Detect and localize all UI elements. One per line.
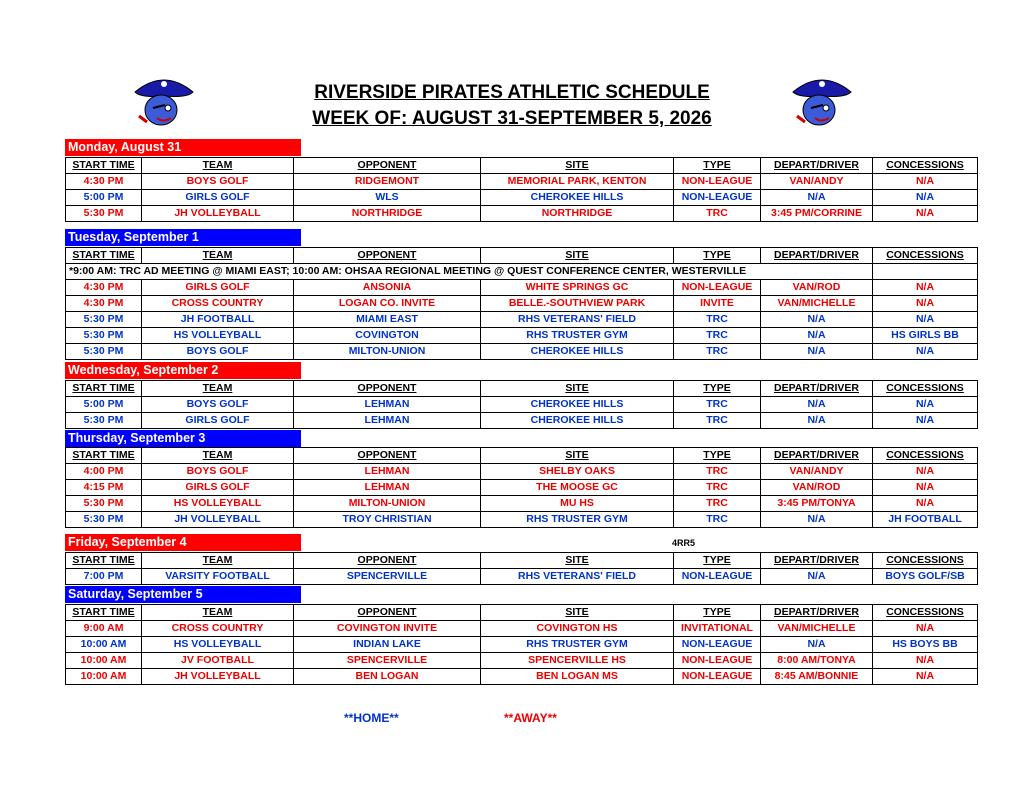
column-header: CONCESSIONS [873, 158, 978, 174]
team-cell: BOYS GOLF [142, 174, 294, 190]
depart-driver-cell: 8:00 AM/TONYA [761, 653, 873, 669]
opponent-cell: INDIAN LAKE [294, 637, 481, 653]
team-cell: BOYS GOLF [142, 344, 294, 360]
start-time-cell: 10:00 AM [66, 637, 142, 653]
table-row [66, 621, 978, 637]
column-header: CONCESSIONS [873, 553, 978, 569]
site-cell: BEN LOGAN MS [481, 669, 674, 685]
team-cell: GIRLS GOLF [142, 413, 294, 429]
site-cell: CHEROKEE HILLS [481, 397, 674, 413]
start-time-cell: 5:30 PM [66, 413, 142, 429]
start-time-cell: 9:00 AM [66, 621, 142, 637]
team-cell: BOYS GOLF [142, 397, 294, 413]
opponent-cell: BEN LOGAN [294, 669, 481, 685]
concessions-cell: N/A [873, 653, 978, 669]
site-cell: SHELBY OAKS [481, 464, 674, 480]
type-cell: TRC [674, 496, 761, 512]
column-header: DEPART/DRIVER [761, 248, 873, 264]
depart-driver-cell: N/A [761, 512, 873, 528]
team-cell: HS VOLLEYBALL [142, 637, 294, 653]
empty-cell [873, 264, 978, 280]
table-row [66, 496, 978, 512]
start-time-cell: 4:00 PM [66, 464, 142, 480]
type-cell: TRC [674, 413, 761, 429]
table-row [66, 344, 978, 360]
table-row [66, 653, 978, 669]
site-cell: CHEROKEE HILLS [481, 344, 674, 360]
depart-driver-cell: VAN/ROD [761, 280, 873, 296]
team-cell: CROSS COUNTRY [142, 621, 294, 637]
table-row [66, 669, 978, 685]
schedule-title: RIVERSIDE PIRATES ATHLETIC SCHEDULE [314, 82, 710, 103]
legend-away: **AWAY** [504, 711, 557, 725]
start-time-cell: 7:00 PM [66, 569, 142, 585]
concessions-cell: N/A [873, 344, 978, 360]
column-header: DEPART/DRIVER [761, 448, 873, 464]
opponent-cell: COVINGTON INVITE [294, 621, 481, 637]
table-row [66, 480, 978, 496]
concessions-cell: JH FOOTBALL [873, 512, 978, 528]
table-row [66, 512, 978, 528]
column-header: SITE [481, 381, 674, 397]
start-time-cell: 5:00 PM [66, 397, 142, 413]
type-cell: TRC [674, 206, 761, 222]
team-cell: BOYS GOLF [142, 464, 294, 480]
type-cell: INVITATIONAL [674, 621, 761, 637]
start-time-cell: 4:30 PM [66, 296, 142, 312]
team-cell: VARSITY FOOTBALL [142, 569, 294, 585]
start-time-cell: 5:30 PM [66, 344, 142, 360]
column-header: OPPONENT [294, 553, 481, 569]
column-header: TYPE [674, 553, 761, 569]
type-cell: NON-LEAGUE [674, 190, 761, 206]
site-cell: SPENCERVILLE HS [481, 653, 674, 669]
type-cell: TRC [674, 464, 761, 480]
meeting-note: *9:00 AM: TRC AD MEETING @ MIAMI EAST; 10:00 AM: OHSAA REGIONAL MEETING @ QUEST CONFERENCE CENTER, WESTERVILLE [66, 264, 873, 280]
opponent-cell: WLS [294, 190, 481, 206]
team-cell: JV FOOTBALL [142, 653, 294, 669]
column-header: OPPONENT [294, 448, 481, 464]
team-cell: JH VOLLEYBALL [142, 669, 294, 685]
team-cell: GIRLS GOLF [142, 190, 294, 206]
column-header: TYPE [674, 605, 761, 621]
column-header: TYPE [674, 448, 761, 464]
column-header: START TIME [66, 448, 142, 464]
opponent-cell: SPENCERVILLE [294, 569, 481, 585]
day-table [65, 447, 978, 528]
table-row [66, 296, 978, 312]
concessions-cell: N/A [873, 480, 978, 496]
type-cell: NON-LEAGUE [674, 174, 761, 190]
concessions-cell: N/A [873, 174, 978, 190]
start-time-cell: 10:00 AM [66, 669, 142, 685]
table-row [66, 397, 978, 413]
concessions-cell: N/A [873, 413, 978, 429]
team-cell: GIRLS GOLF [142, 280, 294, 296]
table-row [66, 569, 978, 585]
opponent-cell: LEHMAN [294, 413, 481, 429]
team-cell: HS VOLLEYBALL [142, 496, 294, 512]
day-table [65, 157, 978, 222]
opponent-cell: MIAMI EAST [294, 312, 481, 328]
start-time-cell: 4:30 PM [66, 174, 142, 190]
column-header: START TIME [66, 158, 142, 174]
depart-driver-cell: N/A [761, 344, 873, 360]
depart-driver-cell: N/A [761, 397, 873, 413]
site-cell: RHS TRUSTER GYM [481, 512, 674, 528]
column-header: START TIME [66, 605, 142, 621]
column-header-row [66, 248, 978, 264]
day-header: Thursday, September 3 [65, 430, 301, 447]
column-header: TEAM [142, 158, 294, 174]
team-cell: JH VOLLEYBALL [142, 206, 294, 222]
start-time-cell: 5:30 PM [66, 512, 142, 528]
column-header-row [66, 553, 978, 569]
table-row [66, 190, 978, 206]
day-table [65, 380, 978, 429]
friday-note: 4RR5 [672, 538, 696, 548]
opponent-cell: LEHMAN [294, 397, 481, 413]
opponent-cell: LOGAN CO. INVITE [294, 296, 481, 312]
start-time-cell: 4:30 PM [66, 280, 142, 296]
day-table [65, 604, 978, 685]
site-cell: CHEROKEE HILLS [481, 413, 674, 429]
type-cell: NON-LEAGUE [674, 669, 761, 685]
column-header: SITE [481, 248, 674, 264]
column-header: OPPONENT [294, 381, 481, 397]
start-time-cell: 5:30 PM [66, 328, 142, 344]
column-header: START TIME [66, 553, 142, 569]
column-header: START TIME [66, 248, 142, 264]
opponent-cell: ANSONIA [294, 280, 481, 296]
schedule-week: WEEK OF: AUGUST 31-SEPTEMBER 5, 2026 [312, 108, 712, 129]
concessions-cell: N/A [873, 280, 978, 296]
concessions-cell: BOYS GOLF/SB [873, 569, 978, 585]
concessions-cell: HS GIRLS BB [873, 328, 978, 344]
depart-driver-cell: 3:45 PM/TONYA [761, 496, 873, 512]
site-cell: NORTHRIDGE [481, 206, 674, 222]
column-header: TEAM [142, 248, 294, 264]
column-header: TEAM [142, 381, 294, 397]
day-table [65, 552, 978, 585]
opponent-cell: RIDGEMONT [294, 174, 481, 190]
column-header: OPPONENT [294, 158, 481, 174]
start-time-cell: 5:30 PM [66, 496, 142, 512]
depart-driver-cell: 3:45 PM/CORRINE [761, 206, 873, 222]
depart-driver-cell: N/A [761, 190, 873, 206]
column-header: DEPART/DRIVER [761, 381, 873, 397]
start-time-cell: 10:00 AM [66, 653, 142, 669]
type-cell: TRC [674, 397, 761, 413]
depart-driver-cell: VAN/MICHELLE [761, 621, 873, 637]
depart-driver-cell: VAN/ANDY [761, 174, 873, 190]
column-header: TEAM [142, 605, 294, 621]
team-cell: HS VOLLEYBALL [142, 328, 294, 344]
concessions-cell: N/A [873, 296, 978, 312]
opponent-cell: NORTHRIDGE [294, 206, 481, 222]
table-row [66, 328, 978, 344]
type-cell: NON-LEAGUE [674, 569, 761, 585]
column-header: CONCESSIONS [873, 381, 978, 397]
column-header-row [66, 448, 978, 464]
concessions-cell: N/A [873, 464, 978, 480]
site-cell: CHEROKEE HILLS [481, 190, 674, 206]
concessions-cell: N/A [873, 496, 978, 512]
depart-driver-cell: VAN/ANDY [761, 464, 873, 480]
table-row [66, 464, 978, 480]
day-header: Wednesday, September 2 [65, 362, 301, 379]
table-row [66, 206, 978, 222]
opponent-cell: LEHMAN [294, 480, 481, 496]
column-header: START TIME [66, 381, 142, 397]
column-header: SITE [481, 448, 674, 464]
depart-driver-cell: N/A [761, 328, 873, 344]
site-cell: COVINGTON HS [481, 621, 674, 637]
column-header: CONCESSIONS [873, 248, 978, 264]
column-header: TEAM [142, 448, 294, 464]
depart-driver-cell: 8:45 AM/BONNIE [761, 669, 873, 685]
type-cell: NON-LEAGUE [674, 653, 761, 669]
column-header: DEPART/DRIVER [761, 553, 873, 569]
concessions-cell: N/A [873, 206, 978, 222]
site-cell: BELLE.-SOUTHVIEW PARK [481, 296, 674, 312]
site-cell: MEMORIAL PARK, KENTON [481, 174, 674, 190]
opponent-cell: MILTON-UNION [294, 344, 481, 360]
table-row [66, 174, 978, 190]
column-header: TYPE [674, 381, 761, 397]
column-header: CONCESSIONS [873, 605, 978, 621]
column-header: SITE [481, 553, 674, 569]
column-header: SITE [481, 158, 674, 174]
concessions-cell: N/A [873, 621, 978, 637]
column-header: CONCESSIONS [873, 448, 978, 464]
table-row [66, 312, 978, 328]
type-cell: NON-LEAGUE [674, 280, 761, 296]
concessions-cell: N/A [873, 669, 978, 685]
start-time-cell: 5:30 PM [66, 312, 142, 328]
column-header-row [66, 158, 978, 174]
column-header: DEPART/DRIVER [761, 158, 873, 174]
type-cell: TRC [674, 328, 761, 344]
day-table [65, 247, 978, 360]
type-cell: NON-LEAGUE [674, 637, 761, 653]
column-header: TYPE [674, 248, 761, 264]
site-cell: RHS VETERANS' FIELD [481, 312, 674, 328]
depart-driver-cell: N/A [761, 569, 873, 585]
column-header: OPPONENT [294, 248, 481, 264]
note-row [66, 264, 978, 280]
table-row [66, 280, 978, 296]
day-header: Saturday, September 5 [65, 586, 301, 603]
start-time-cell: 5:00 PM [66, 190, 142, 206]
opponent-cell: COVINGTON [294, 328, 481, 344]
column-header: OPPONENT [294, 605, 481, 621]
site-cell: THE MOOSE GC [481, 480, 674, 496]
depart-driver-cell: N/A [761, 637, 873, 653]
day-header: Tuesday, September 1 [65, 229, 301, 246]
team-cell: JH FOOTBALL [142, 312, 294, 328]
type-cell: TRC [674, 312, 761, 328]
type-cell: TRC [674, 344, 761, 360]
opponent-cell: MILTON-UNION [294, 496, 481, 512]
column-header: DEPART/DRIVER [761, 605, 873, 621]
opponent-cell: TROY CHRISTIAN [294, 512, 481, 528]
depart-driver-cell: N/A [761, 413, 873, 429]
concessions-cell: N/A [873, 397, 978, 413]
column-header-row [66, 605, 978, 621]
type-cell: TRC [674, 480, 761, 496]
day-header: Friday, September 4 [65, 534, 301, 551]
site-cell: WHITE SPRINGS GC [481, 280, 674, 296]
table-row [66, 637, 978, 653]
team-cell: GIRLS GOLF [142, 480, 294, 496]
opponent-cell: SPENCERVILLE [294, 653, 481, 669]
depart-driver-cell: N/A [761, 312, 873, 328]
concessions-cell: N/A [873, 312, 978, 328]
site-cell: RHS VETERANS' FIELD [481, 569, 674, 585]
type-cell: INVITE [674, 296, 761, 312]
depart-driver-cell: VAN/MICHELLE [761, 296, 873, 312]
concessions-cell: HS BOYS BB [873, 637, 978, 653]
column-header: TYPE [674, 158, 761, 174]
team-cell: JH VOLLEYBALL [142, 512, 294, 528]
column-header-row [66, 381, 978, 397]
concessions-cell: N/A [873, 190, 978, 206]
opponent-cell: LEHMAN [294, 464, 481, 480]
site-cell: MU HS [481, 496, 674, 512]
start-time-cell: 5:30 PM [66, 206, 142, 222]
column-header: TEAM [142, 553, 294, 569]
team-cell: CROSS COUNTRY [142, 296, 294, 312]
column-header: SITE [481, 605, 674, 621]
site-cell: RHS TRUSTER GYM [481, 328, 674, 344]
legend-home: **HOME** [344, 711, 399, 725]
type-cell: TRC [674, 512, 761, 528]
day-header: Monday, August 31 [65, 139, 301, 156]
start-time-cell: 4:15 PM [66, 480, 142, 496]
table-row [66, 413, 978, 429]
depart-driver-cell: VAN/ROD [761, 480, 873, 496]
site-cell: RHS TRUSTER GYM [481, 637, 674, 653]
